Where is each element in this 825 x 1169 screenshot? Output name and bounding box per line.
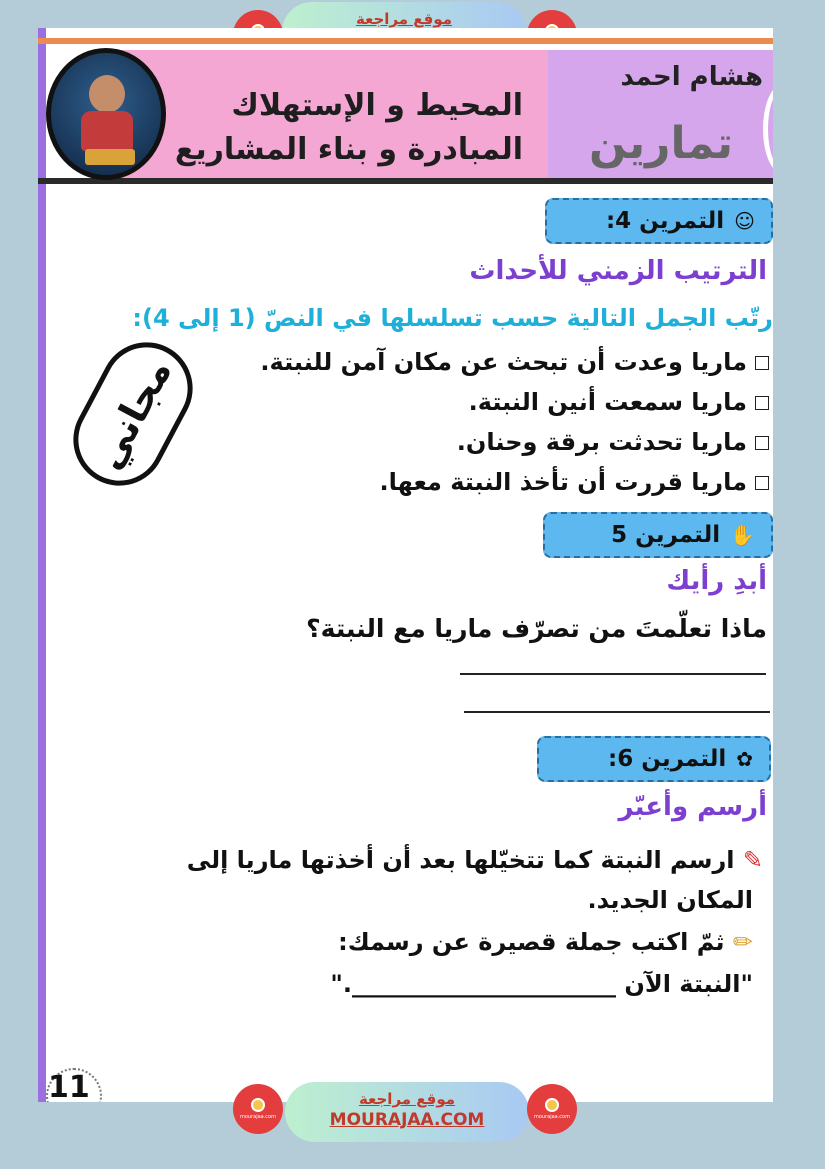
watermark-logo-right-bottom xyxy=(527,1084,577,1134)
answer-line[interactable] xyxy=(464,711,770,713)
list-item xyxy=(457,428,769,456)
header-underline xyxy=(38,178,773,184)
exercise5-title: التمرين 5 xyxy=(611,522,721,548)
exercise5-subtitle: أبدِ رأيك xyxy=(666,566,767,596)
smiley-icon: ☺ xyxy=(734,209,755,233)
exercise6-line4[interactable]: "النبتة الآن ______________________." xyxy=(330,970,753,998)
answer-line[interactable] xyxy=(460,673,766,675)
flower-icon: ✿ xyxy=(736,747,753,771)
list-item-text: ماريا سمعت أنين النبتة. xyxy=(468,388,747,416)
header-title-line1: المحيط و الإستهلاك xyxy=(231,88,523,123)
watermark-logo-left-bottom xyxy=(233,1084,283,1134)
exercise5-badge xyxy=(543,512,773,558)
checkbox[interactable] xyxy=(755,396,769,410)
checkbox[interactable] xyxy=(755,356,769,370)
worksheet-page xyxy=(38,28,773,1102)
logo-text: mourajaa.com xyxy=(239,1114,276,1120)
exercise6-line3-text: ثمّ اكتب جملة قصيرة عن رسمك: xyxy=(338,928,725,956)
exercise5-question: ماذا تعلّمتَ من تصرّف ماريا مع النبتة؟ xyxy=(306,614,767,643)
exercise4-instruction: رتّب الجمل التالية حسب تسلسلها في النصّ (1 إلى 4): xyxy=(132,304,773,332)
list-item-text: ماريا تحدثت برقة وحنان. xyxy=(456,428,747,456)
checkbox[interactable] xyxy=(755,436,769,450)
watermark-site-en[interactable]: MOURAJAA.COM xyxy=(329,1110,485,1130)
hand-icon: ✋ xyxy=(730,523,755,547)
checkbox[interactable] xyxy=(755,476,769,490)
logo-icon xyxy=(251,1098,265,1112)
logo-text: mourajaa.com xyxy=(533,1114,570,1120)
pencil-icon: ✏ xyxy=(732,928,753,956)
list-item-text: ماريا قررت أن تأخذ النبتة معها. xyxy=(379,468,747,496)
exercise4-subtitle: الترتيب الزمني للأحداث xyxy=(469,256,767,286)
header-title-line2: المبادرة و بناء المشاريع xyxy=(174,132,523,167)
watermark-pill-bottom[interactable] xyxy=(285,1082,529,1142)
page-number: 11 xyxy=(48,1070,90,1102)
exercise6-title: التمرين 6: xyxy=(608,746,727,772)
exercise4-title: التمرين 4: xyxy=(605,208,725,234)
header-banner xyxy=(38,44,773,184)
watermark-site-ar[interactable]: موقع مراجعة xyxy=(355,10,453,28)
list-item xyxy=(379,468,769,496)
exercise6-line3 xyxy=(338,928,753,956)
author-name: هشام احمد xyxy=(620,62,763,92)
free-stamp: مجاني xyxy=(57,326,209,502)
header-title xyxy=(123,84,523,172)
exercise6-line1-text: ارسم النبتة كما تتخيّلها بعد أن أخذتها ماريا إلى xyxy=(186,846,735,874)
watermark-site-ar[interactable]: موقع مراجعة xyxy=(358,1090,456,1108)
exercise6-subtitle: أرسم وأعبّر xyxy=(618,792,767,822)
avatar-face xyxy=(89,75,125,113)
header-label: تمارين xyxy=(589,118,733,169)
list-item xyxy=(469,388,769,416)
pencil-icon: ✎ xyxy=(742,846,763,874)
logo-icon xyxy=(545,1098,559,1112)
list-item-text: ماريا وعدت أن تبحث عن مكان آمن للنبتة. xyxy=(260,348,747,376)
exercise6-line1 xyxy=(187,846,763,874)
list-item xyxy=(260,348,769,376)
left-border xyxy=(38,28,46,1102)
exercise4-badge xyxy=(545,198,773,244)
exercise6-badge xyxy=(537,736,771,782)
exercise6-line2: المكان الجديد. xyxy=(587,886,753,914)
